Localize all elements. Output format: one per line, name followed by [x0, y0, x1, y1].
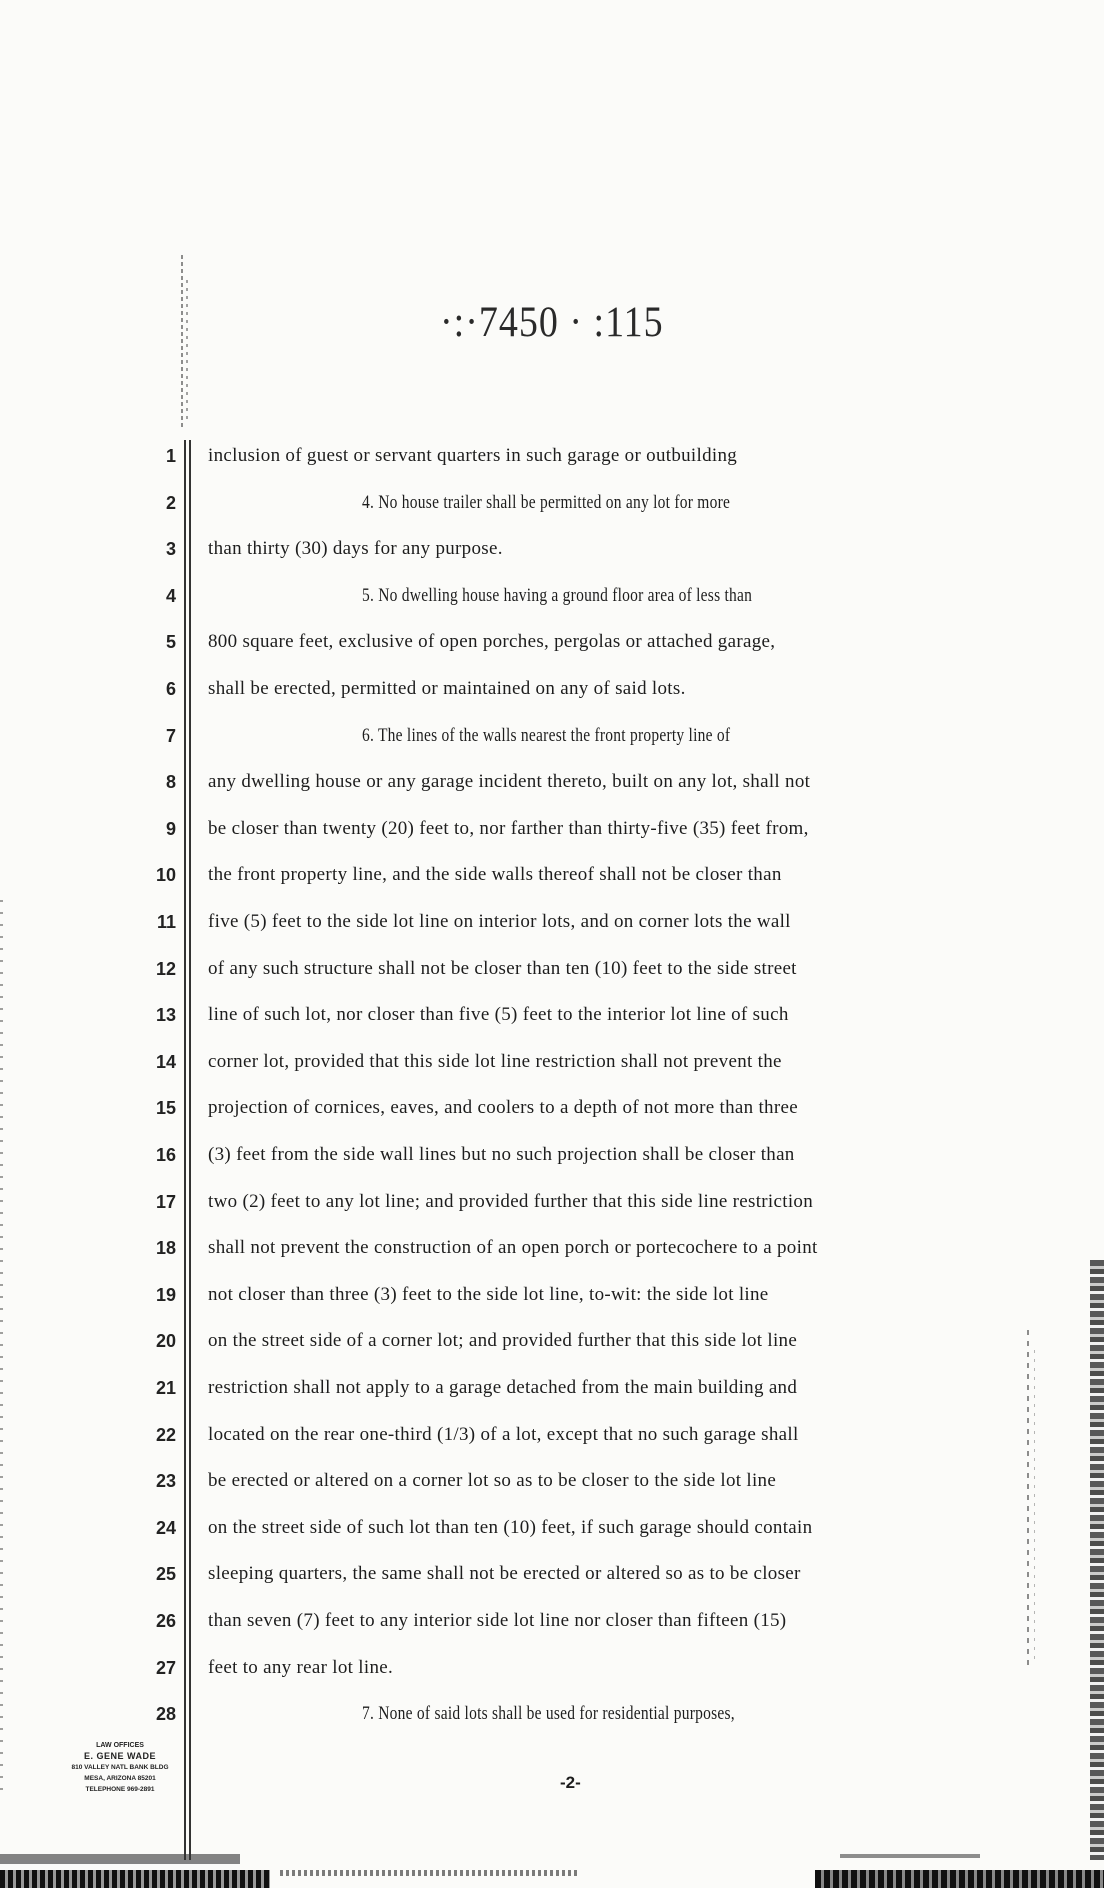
margin-rule-left: [184, 440, 186, 1860]
document-text-line: 7. None of said lots shall be used for residential purposes,: [362, 1703, 735, 1724]
line-number: 3: [165, 539, 176, 559]
line-number: 14: [155, 1052, 176, 1072]
document-text-line: be erected or altered on a corner lot so as to be closer to the side lot line: [208, 1470, 777, 1491]
law-office-address-1: 810 VALLEY NATL BANK BLDG: [71, 1764, 169, 1771]
document-text-line: five (5) feet to the side lot line on interior lots, and on corner lots the wall: [208, 911, 791, 932]
document-text-line: on the street side of a corner lot; and provided further that this side lot line: [208, 1330, 798, 1351]
line-number: 16: [155, 1145, 176, 1165]
line-number: 15: [155, 1098, 176, 1118]
law-office-name: E. GENE WADE: [83, 1751, 156, 1761]
document-text-line: line of such lot, nor closer than five (5) feet to the interior lot line of such: [208, 1004, 789, 1025]
document-text-line: (3) feet from the side wall lines but no such projection shall be closer than: [208, 1144, 795, 1165]
law-office-address-2: MESA, ARIZONA 85201: [84, 1775, 156, 1782]
document-text-line: 800 square feet, exclusive of open porches, pergolas or attached garage,: [208, 631, 776, 652]
line-number: 19: [155, 1285, 176, 1305]
scan-bottom-artifact: [0, 1840, 1104, 1888]
document-text-line: not closer than three (3) feet to the side lot line, to-wit: the side lot line: [208, 1284, 769, 1305]
document-text-line: any dwelling house or any garage incident thereto, built on any lot, shall not: [208, 771, 811, 792]
line-number: 17: [155, 1192, 176, 1212]
document-text-line: restriction shall not apply to a garage detached from the main building and: [208, 1377, 798, 1398]
document-text-line: the front property line, and the side walls thereof shall not be closer than: [208, 864, 782, 885]
right-margin-mark-faint: [1034, 1350, 1035, 1660]
document-text-line: 5. No dwelling house having a ground floor area of less than: [362, 585, 753, 606]
line-number: 8: [165, 772, 176, 792]
document-text-line: than seven (7) feet to any interior side lot line nor closer than fifteen (15): [208, 1610, 787, 1631]
line-number: 1: [165, 446, 176, 466]
document-text-line: shall not prevent the construction of an open porch or portecochere to a point: [208, 1237, 818, 1258]
line-number: 22: [155, 1425, 176, 1445]
document-text-line: sleeping quarters, the same shall not be erected or altered so as to be closer: [208, 1563, 801, 1584]
line-number: 4: [165, 586, 176, 606]
line-number: 18: [155, 1238, 176, 1258]
document-text-line: be closer than twenty (20) feet to, nor farther than thirty-five (35) feet from,: [208, 818, 809, 839]
document-text-line: 6. The lines of the walls nearest the front property line of: [362, 725, 731, 746]
line-number: 11: [156, 912, 176, 932]
scan-edge-artifact: [1090, 1260, 1104, 1860]
line-number: 9: [165, 819, 176, 839]
margin-rule-top-inner: [186, 280, 188, 420]
document-text-line: of any such structure shall not be closer than ten (10) feet to the side street: [208, 958, 797, 979]
document-text-line: corner lot, provided that this side lot line restriction shall not prevent the: [208, 1051, 782, 1072]
document-text-line: inclusion of guest or servant quarters in such garage or outbuilding: [208, 445, 738, 466]
line-number: 28: [155, 1704, 176, 1724]
document-text-line: than thirty (30) days for any purpose.: [208, 538, 503, 559]
line-number: 20: [155, 1331, 176, 1351]
line-number: 2: [165, 493, 176, 513]
law-office-block: [60, 1740, 180, 1795]
page-number: -2-: [560, 1773, 581, 1792]
document-text-line: feet to any rear lot line.: [208, 1657, 394, 1678]
law-office-phone: TELEPHONE 969-2891: [85, 1786, 155, 1793]
line-number: 25: [155, 1564, 176, 1584]
document-text-line: 4. No house trailer shall be permitted on any lot for more: [362, 492, 731, 513]
line-number: 13: [155, 1005, 176, 1025]
document-recording-number: ·:·7450 · :115: [440, 297, 664, 347]
law-office-title: LAW OFFICES: [96, 1742, 144, 1749]
line-number: 5: [165, 632, 176, 652]
document-text-line: on the street side of such lot than ten (10) feet, if such garage should contain: [208, 1517, 813, 1538]
document-text-line: located on the rear one-third (1/3) of a lot, except that no such garage shall: [208, 1424, 799, 1445]
margin-rule-right: [189, 440, 191, 1860]
right-margin-mark: [1027, 1330, 1029, 1670]
line-number: 24: [155, 1518, 176, 1538]
document-text-line: two (2) feet to any lot line; and provided further that this side line restriction: [208, 1191, 813, 1212]
document-text-line: shall be erected, permitted or maintained on any of said lots.: [208, 678, 686, 699]
document-text-line: projection of cornices, eaves, and coolers to a depth of not more than three: [208, 1097, 798, 1118]
line-number: 21: [155, 1378, 176, 1398]
scan-left-edge-artifact: [0, 900, 3, 1800]
line-number: 10: [155, 865, 176, 885]
line-number: 12: [155, 959, 176, 979]
line-number: 27: [155, 1658, 176, 1678]
margin-rule-top-outer: [181, 255, 183, 430]
line-number: 23: [155, 1471, 176, 1491]
line-number: 26: [155, 1611, 176, 1631]
line-number: 6: [165, 679, 176, 699]
line-number: 7: [165, 726, 176, 746]
